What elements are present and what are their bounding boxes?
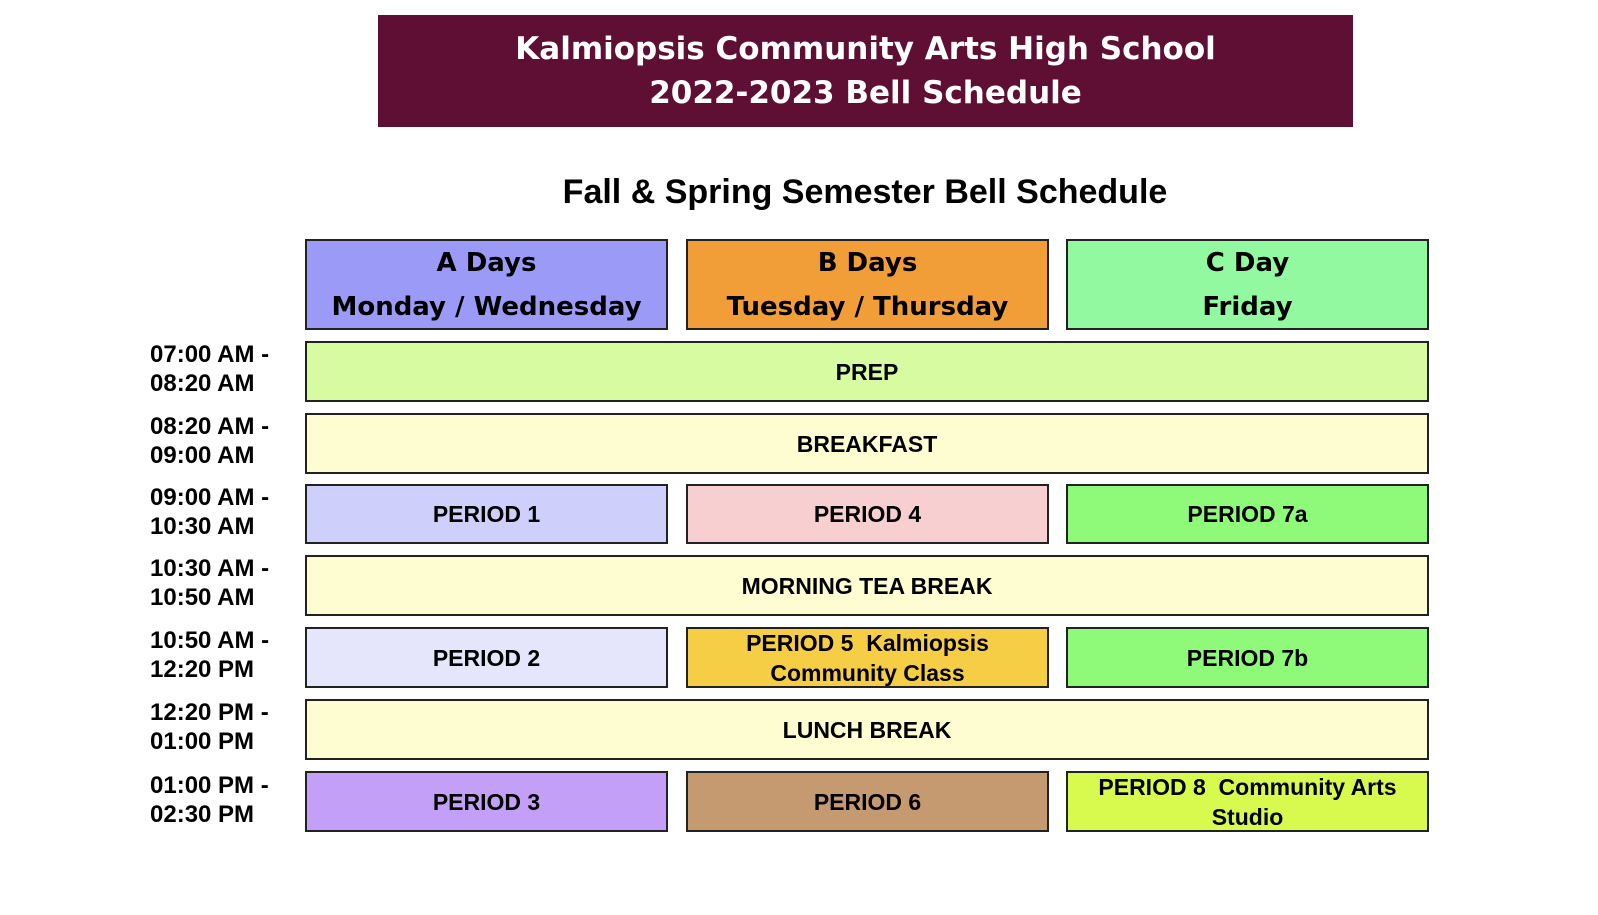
column-name: C Day bbox=[1205, 247, 1290, 278]
block-label: PERIOD 1 bbox=[432, 501, 541, 527]
school-name: Kalmiopsis Community Arts High School bbox=[515, 31, 1216, 67]
semester-subtitle: Fall & Spring Semester Bell Schedule bbox=[562, 173, 1168, 211]
block-breakfast bbox=[305, 413, 1429, 474]
column-days: Tuesday / Thursday bbox=[726, 291, 1009, 322]
time-start: 08:20 AM - bbox=[150, 413, 270, 440]
block-period-3 bbox=[305, 771, 668, 832]
block-label-line-1: PERIOD 5 Kalmiopsis bbox=[746, 629, 989, 656]
time-end: 01:00 PM bbox=[150, 728, 255, 755]
time-slot-2 bbox=[150, 412, 290, 470]
schedule-title: 2022-2023 Bell Schedule bbox=[649, 75, 1082, 111]
block-label: PERIOD 7b bbox=[1186, 644, 1309, 671]
block-label: BREAKFAST bbox=[796, 430, 938, 457]
block-lunch-break bbox=[305, 699, 1429, 760]
time-slot-3 bbox=[150, 483, 290, 541]
block-period-6 bbox=[686, 771, 1049, 832]
block-label-line-2: Community Class bbox=[770, 659, 965, 686]
column-days: Monday / Wednesday bbox=[331, 291, 642, 322]
time-end: 08:20 AM bbox=[150, 370, 255, 397]
block-label: PERIOD 6 bbox=[813, 788, 922, 815]
time-end: 12:20 PM bbox=[150, 656, 255, 683]
block-label: LUNCH BREAK bbox=[782, 716, 952, 743]
time-slot-7 bbox=[150, 771, 290, 829]
block-label: PERIOD 2 bbox=[432, 644, 541, 671]
time-start: 10:30 AM - bbox=[150, 555, 270, 582]
block-period-7a bbox=[1066, 484, 1429, 544]
time-start: 07:00 AM - bbox=[150, 341, 270, 368]
block-period-1 bbox=[305, 484, 668, 544]
block-period-4 bbox=[686, 484, 1049, 544]
time-end: 02:30 PM bbox=[150, 801, 255, 828]
time-end: 10:30 AM bbox=[150, 513, 255, 540]
block-label: PREP bbox=[835, 358, 899, 385]
block-label: PERIOD 3 bbox=[432, 788, 541, 815]
time-slot-4 bbox=[150, 554, 290, 612]
column-header-a-days bbox=[305, 239, 668, 330]
time-start: 10:50 AM - bbox=[150, 627, 270, 654]
time-slot-5 bbox=[150, 626, 290, 684]
block-period-8 bbox=[1066, 771, 1429, 832]
school-banner bbox=[378, 15, 1353, 127]
block-label: PERIOD 4 bbox=[813, 501, 922, 527]
time-start: 09:00 AM - bbox=[150, 484, 270, 511]
block-label-line-2: Studio bbox=[1211, 803, 1284, 830]
block-period-2 bbox=[305, 627, 668, 688]
block-period-7b bbox=[1066, 627, 1429, 688]
block-period-5 bbox=[686, 627, 1049, 688]
time-slot-1 bbox=[150, 340, 290, 398]
block-prep bbox=[305, 341, 1429, 402]
time-start: 12:20 PM - bbox=[150, 699, 269, 726]
column-name: A Days bbox=[436, 247, 537, 278]
time-end: 10:50 AM bbox=[150, 584, 255, 611]
block-morning-tea-break bbox=[305, 555, 1429, 616]
time-start: 01:00 PM - bbox=[150, 772, 269, 799]
block-label-line-1: PERIOD 8 Community Arts bbox=[1098, 773, 1397, 800]
time-end: 09:00 AM bbox=[150, 442, 255, 469]
block-label: PERIOD 7a bbox=[1187, 501, 1308, 527]
block-label: MORNING TEA BREAK bbox=[741, 572, 993, 599]
column-name: B Days bbox=[817, 247, 918, 278]
time-slot-6 bbox=[150, 698, 290, 756]
column-days: Friday bbox=[1202, 291, 1293, 322]
column-header-b-days bbox=[686, 239, 1049, 330]
column-header-c-day bbox=[1066, 239, 1429, 330]
